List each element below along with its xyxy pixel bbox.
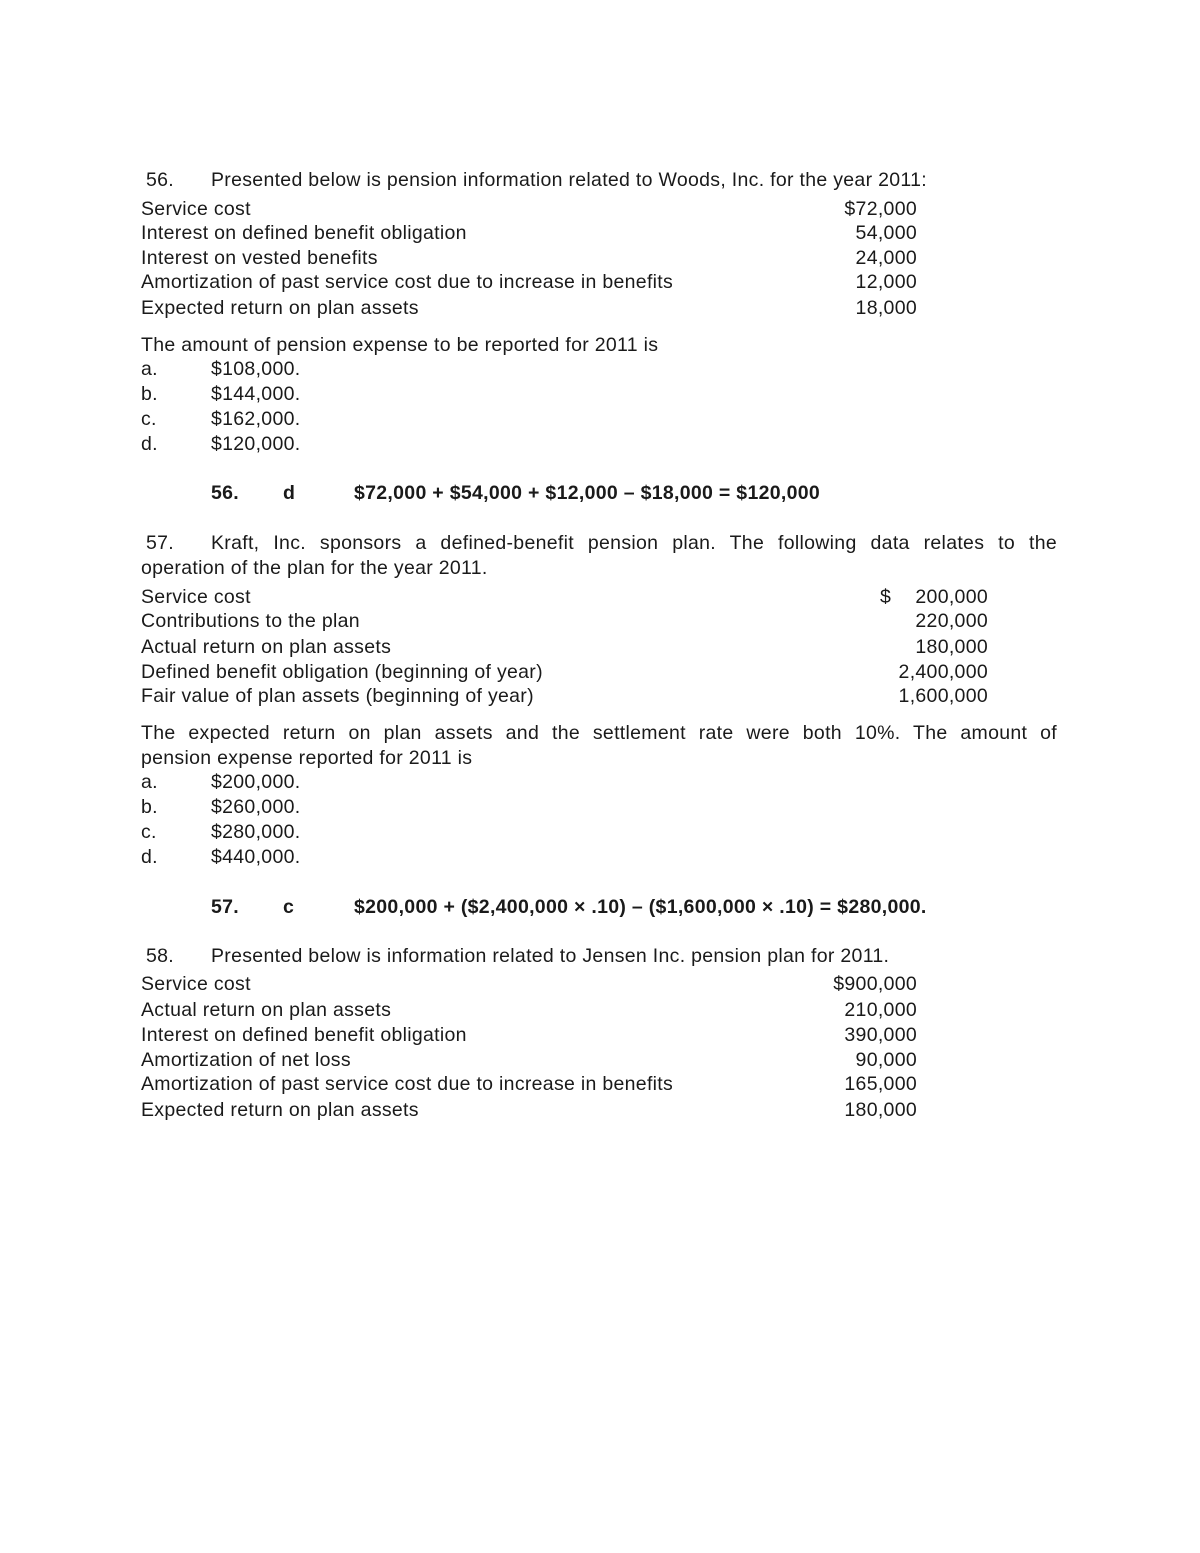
row-label: Interest on defined benefit obligation (141, 1024, 467, 1046)
row-label: Amortization of past service cost due to increase in benefits (141, 1073, 674, 1095)
answer-number: 56. (211, 482, 240, 504)
row-value: 24,000 (855, 247, 917, 269)
option-text: $280,000. (211, 821, 301, 843)
option-letter: c. (141, 408, 157, 430)
row-value: 210,000 (844, 999, 917, 1021)
row-value: 54,000 (855, 222, 917, 244)
question-prompt-line2: operation of the plan for the year 2011. (141, 557, 488, 579)
row-label: Expected return on plan assets (141, 297, 419, 319)
row-label: Service cost (141, 198, 251, 220)
row-label: Amortization of past service cost due to increase in benefits (141, 271, 674, 293)
row-value: 12,000 (855, 271, 917, 293)
question-text-line2: pension expense reported for 2011 is (141, 747, 473, 769)
option-letter: b. (141, 796, 158, 818)
row-label: Amortization of net loss (141, 1049, 351, 1071)
answer-work: $200,000 + ($2,400,000 × .10) – ($1,600,000 × .10) = $280,000. (354, 896, 927, 918)
row-value: 90,000 (855, 1049, 917, 1071)
question-text-line1: The expected return on plan assets and the settlement rate were both 10%. The amount of (141, 722, 1057, 744)
option-letter: a. (141, 771, 158, 793)
row-value: 390,000 (844, 1024, 917, 1046)
question-prompt: Presented below is pension information related to Woods, Inc. for the year 2011: (211, 169, 927, 191)
row-label: Interest on vested benefits (141, 247, 378, 269)
answer-number: 57. (211, 896, 240, 918)
row-value: 220,000 (915, 610, 988, 632)
row-value: $72,000 (844, 198, 917, 220)
row-label: Service cost (141, 586, 251, 608)
row-label: Defined benefit obligation (beginning of year) (141, 661, 543, 683)
question-number: 56. (146, 169, 175, 191)
row-value: 2,400,000 (898, 661, 988, 683)
row-label: Expected return on plan assets (141, 1099, 419, 1121)
row-value: 200,000 (915, 586, 988, 608)
row-value: 18,000 (855, 297, 917, 319)
question-prompt-line1: Kraft, Inc. sponsors a defined-benefit pension plan. The following data relates to the (211, 532, 1057, 554)
row-label: Actual return on plan assets (141, 636, 392, 658)
option-letter: b. (141, 383, 158, 405)
option-text: $108,000. (211, 358, 301, 380)
question-prompt: Presented below is information related to Jensen Inc. pension plan for 2011. (211, 945, 890, 967)
option-letter: d. (141, 846, 158, 868)
row-value: 180,000 (915, 636, 988, 658)
row-value: 165,000 (844, 1073, 917, 1095)
answer-letter: d (283, 482, 296, 504)
answer-work: $72,000 + $54,000 + $12,000 – $18,000 = $120,000 (354, 482, 821, 504)
option-text: $120,000. (211, 433, 301, 455)
option-text: $440,000. (211, 846, 301, 868)
row-label: Contributions to the plan (141, 610, 360, 632)
question-number: 58. (146, 945, 175, 967)
option-letter: a. (141, 358, 158, 380)
question-text: The amount of pension expense to be reported for 2011 is (141, 334, 659, 356)
question-number: 57. (146, 532, 175, 554)
option-letter: d. (141, 433, 158, 455)
option-text: $162,000. (211, 408, 301, 430)
row-label: Actual return on plan assets (141, 999, 392, 1021)
option-text: $144,000. (211, 383, 301, 405)
option-letter: c. (141, 821, 157, 843)
row-currency: $ (880, 586, 892, 608)
row-label: Fair value of plan assets (beginning of year) (141, 685, 534, 707)
row-value: 1,600,000 (898, 685, 988, 707)
answer-letter: c (283, 896, 295, 918)
row-value: $900,000 (833, 973, 917, 995)
row-value: 180,000 (844, 1099, 917, 1121)
option-text: $200,000. (211, 771, 301, 793)
row-label: Service cost (141, 973, 251, 995)
option-text: $260,000. (211, 796, 301, 818)
row-label: Interest on defined benefit obligation (141, 222, 467, 244)
